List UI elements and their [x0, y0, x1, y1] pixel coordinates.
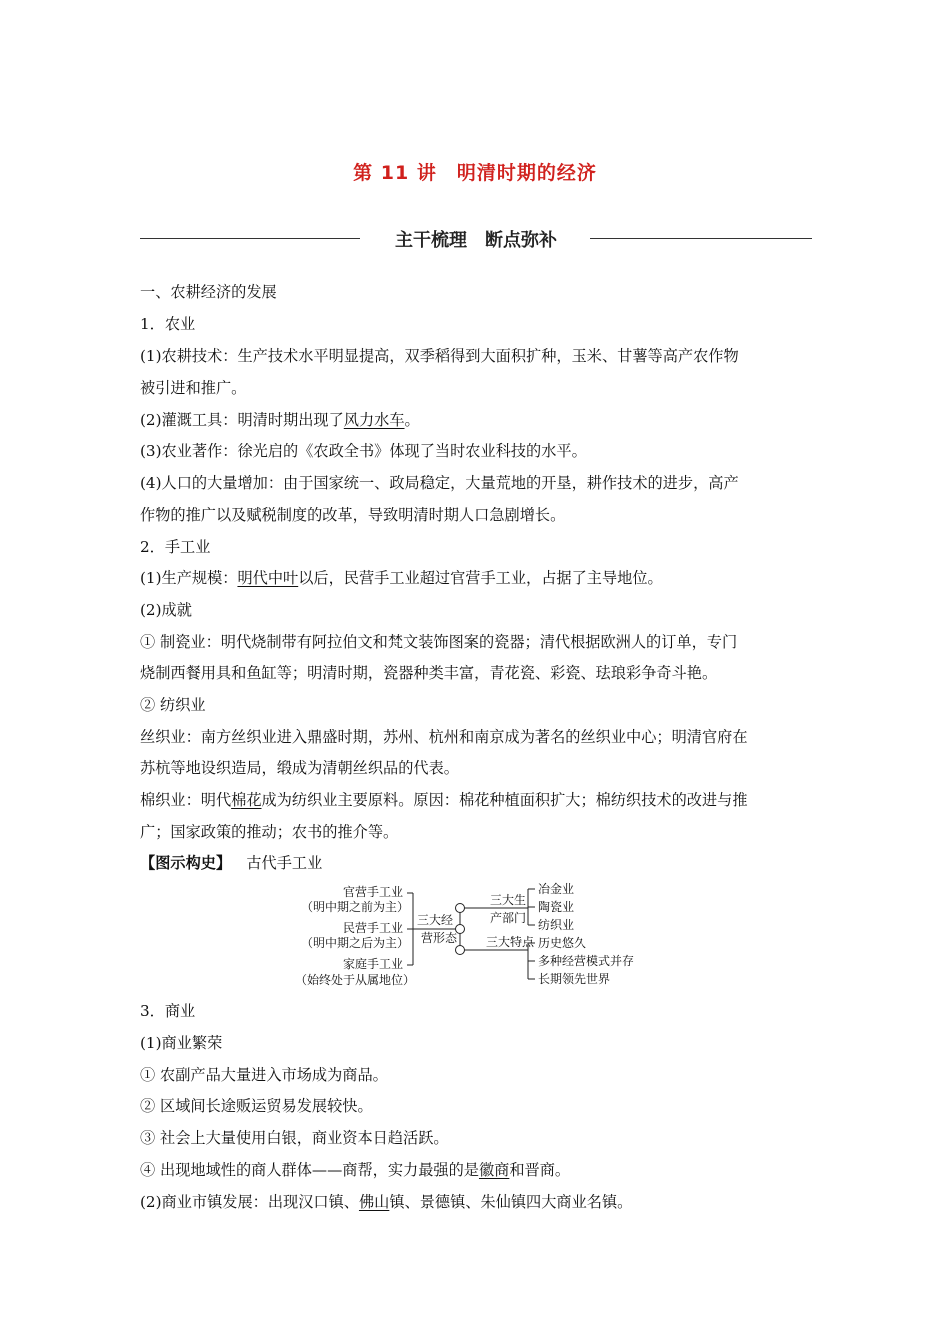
craft-ceramic-line-1: ① 制瓷业：明代烧制带有阿拉伯文和梵文装饰图案的瓷器；清代根据欧洲人的订单，专门 — [140, 633, 738, 651]
craft-silk-line-2: 苏杭等地设织造局，缎成为清朝丝织品的代表。 — [140, 759, 459, 777]
figure-title: 古代手工业 — [246, 854, 323, 872]
figure-label: 【图示构史】 — [140, 854, 232, 872]
commerce-towns: (2)商业市镇发展：出现汉口镇、佛山镇、景德镇、朱仙镇四大商业名镇。 — [140, 1193, 633, 1211]
keyword-foshan: 佛山 — [358, 1193, 390, 1211]
diagram-private-craft: 民营手工业 — [342, 921, 403, 935]
diagram-branch-features: 三大特点 — [486, 935, 535, 949]
craft-silk-line-1: 丝织业：南方丝织业进入鼎盛时期，苏州、杭州和南京成为著名的丝织业中心；明清官府在 — [140, 728, 748, 746]
diagram-center-line-1: 三大经 — [417, 913, 454, 927]
diagram-world-leading: 长期领先世界 — [538, 972, 611, 986]
page-title: 第 11 讲 明清时期的经济 — [353, 162, 597, 184]
craft-ceramic-line-2: 烧制西餐用具和鱼缸等；明清时期，瓷器种类丰富，青花瓷、彩瓷、珐琅彩争奇斗艳。 — [140, 664, 718, 682]
diagram-household-note: （始终处于从属地位） — [294, 973, 415, 987]
commerce-item-2: ② 区域间长途贩运贸易发展较快。 — [140, 1097, 373, 1115]
header-rule-right — [590, 238, 812, 239]
commerce-item-1: ① 农副产品大量进入市场成为商品。 — [140, 1066, 388, 1084]
diagram-ceramics: 陶瓷业 — [538, 900, 575, 914]
agri-irrigation: (2)灌溉工具：明清时期出现了风力水车。 — [140, 411, 420, 429]
keyword-cotton: 棉花 — [231, 791, 262, 809]
agri-technique-line-1: (1)农耕技术：生产技术水平明显提高，双季稻得到大面积扩种，玉米、甘薯等高产农作物 — [140, 347, 739, 365]
diagram-household-craft: 家庭手工业 — [342, 957, 403, 971]
craft-cotton-line-1: 棉织业：明代棉花成为纺织业主要原料。原因：棉花种植面积扩大；棉纺织技术的改进与推 — [140, 791, 748, 809]
agri-population-line-2: 作物的推广以及赋税制度的改革，导致明清时期人口急剧增长。 — [140, 506, 566, 524]
figure-caption — [140, 852, 820, 874]
diagram-official-craft: 官营手工业 — [342, 885, 403, 899]
agri-population-line-1: (4)人口的大量增加：由于国家统一、政局稳定，大量荒地的开垦，耕作技术的进步，高产 — [140, 474, 739, 492]
keyword-huizhou-merchants: 徽商 — [478, 1161, 510, 1179]
heading-handicraft: 2．手工业 — [140, 538, 211, 556]
craft-cotton-line-2: 广；国家政策的推动；农书的推介等。 — [140, 823, 399, 841]
diagram-multiple-modes: 多种经营模式并存 — [538, 954, 635, 968]
diagram-branch-sectors-2: 产部门 — [490, 911, 527, 925]
commerce-item-4: ④ 出现地域性的商人群体——商帮，实力最强的是徽商和晋商。 — [140, 1161, 571, 1179]
craft-achievements: (2)成就 — [140, 601, 192, 619]
heading-agrarian-economy: 一、农耕经济的发展 — [140, 283, 277, 301]
craft-scale: (1)生产规模：明代中叶以后，民营手工业超过官营手工业，占据了主导地位。 — [140, 569, 663, 587]
commerce-prosperity: (1)商业繁荣 — [140, 1034, 223, 1052]
heading-agriculture: 1．农业 — [140, 315, 196, 333]
agri-works: (3)农业著作：徐光启的《农政全书》体现了当时农业科技的水平。 — [140, 442, 587, 460]
commerce-item-3: ③ 社会上大量使用白银，商业资本日趋活跃。 — [140, 1129, 449, 1147]
section-header-text: 主干梳理 断点弥补 — [395, 230, 557, 251]
keyword-mid-ming: 明代中叶 — [237, 569, 299, 587]
diagram-center-line-2: 营形态 — [421, 931, 458, 945]
diagram-textile: 纺织业 — [538, 918, 575, 932]
diagram-metallurgy: 冶金业 — [538, 882, 575, 896]
diagram-official-note: （明中期之前为主） — [300, 900, 409, 914]
handicraft-diagram — [285, 878, 685, 990]
heading-commerce: 3．商业 — [140, 1002, 196, 1020]
section-header — [140, 226, 812, 252]
craft-textile: ② 纺织业 — [140, 696, 206, 714]
agri-technique-line-2: 被引进和推广。 — [140, 379, 247, 397]
keyword-wind-waterwheel: 风力水车 — [343, 411, 405, 429]
diagram-private-note: （明中期之后为主） — [300, 936, 409, 950]
diagram-branch-sectors-1: 三大生 — [490, 893, 527, 907]
diagram-long-history: 历史悠久 — [538, 936, 587, 950]
